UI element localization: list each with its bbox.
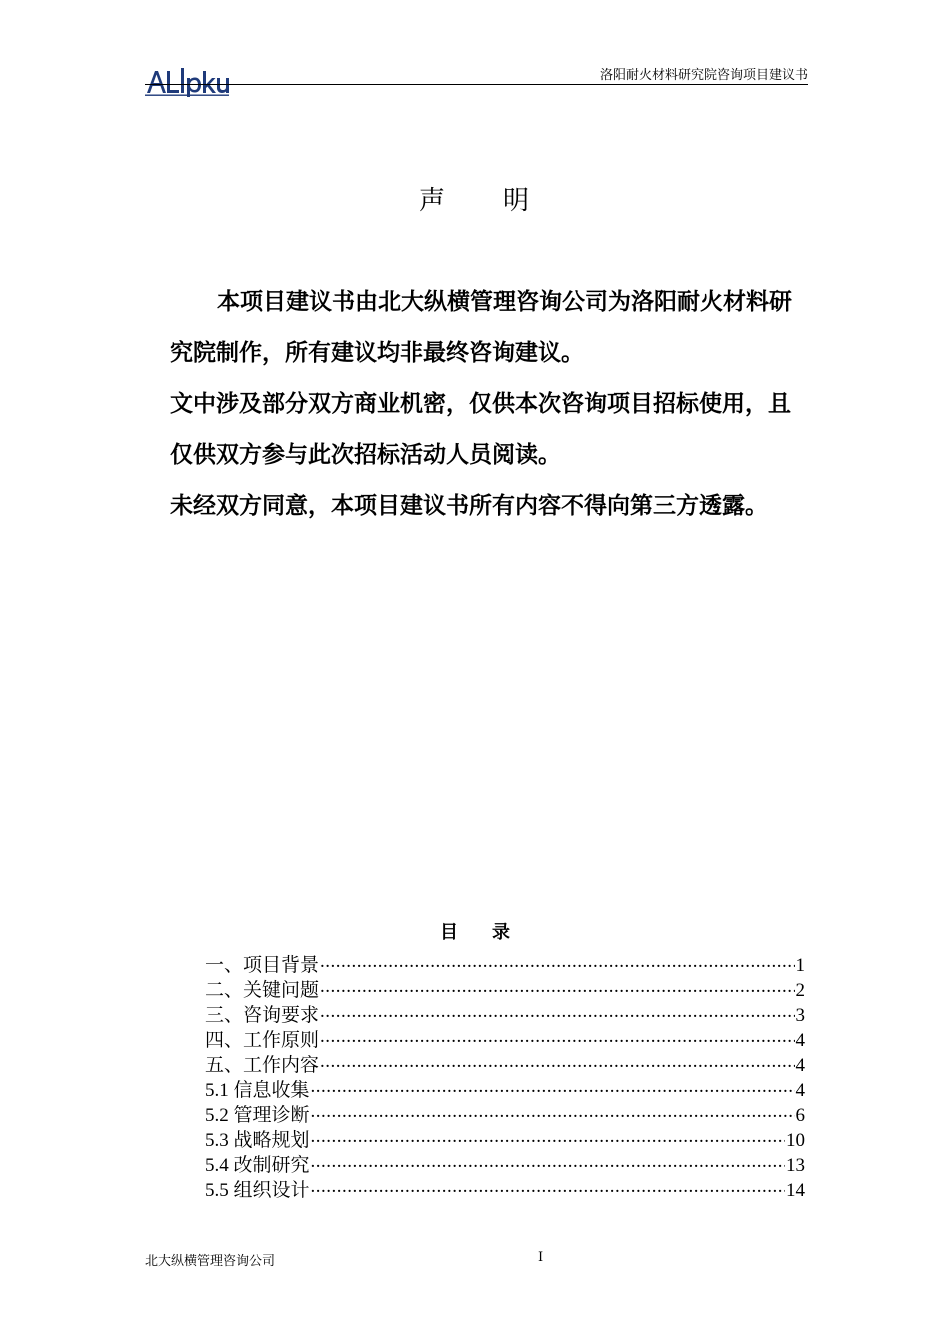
header-title: 洛阳耐火材料研究院咨询项目建议书 (599, 68, 808, 83)
toc-entry[interactable] (205, 1000, 805, 1025)
toc-leader-dots (320, 1002, 794, 1021)
toc-leader-dots (320, 977, 794, 996)
toc-entry-label: 四、工作原则 (205, 1030, 320, 1051)
toc-entry[interactable] (205, 975, 805, 1000)
toc-entry[interactable] (205, 1050, 805, 1075)
toc-leader-dots (320, 1052, 794, 1071)
toc-entry-label: 5.1 信息收集 (205, 1080, 310, 1101)
declaration-title-left: 声 (418, 186, 447, 216)
table-of-contents (205, 950, 805, 1200)
toc-entry-label: 5.2 管理诊断 (205, 1105, 310, 1126)
toc-entry-page: 1 (795, 955, 805, 976)
toc-leader-dots (311, 1177, 785, 1196)
toc-title-right: 录 (492, 922, 510, 943)
toc-entry-page: 6 (795, 1105, 805, 1126)
toc-entry-label: 二、关键问题 (205, 980, 320, 1001)
declaration-body (170, 277, 806, 532)
header-rule (145, 84, 808, 85)
toc-entry-page: 4 (795, 1055, 805, 1076)
toc-title-left: 目 (440, 922, 458, 943)
toc-leader-dots (311, 1152, 785, 1171)
toc-entry[interactable] (205, 1100, 805, 1125)
company-logo (145, 66, 229, 98)
toc-title (0, 918, 950, 944)
declaration-title-right: 明 (503, 186, 532, 216)
toc-entry[interactable] (205, 1025, 805, 1050)
toc-entry-label: 三、咨询要求 (205, 1005, 320, 1026)
footer-page-number: I (538, 1250, 544, 1265)
toc-entry-label: 5.5 组织设计 (205, 1180, 310, 1201)
toc-entry-page: 10 (786, 1130, 805, 1151)
toc-leader-dots (311, 1077, 795, 1096)
toc-entry[interactable] (205, 1075, 805, 1100)
toc-entry-page: 14 (786, 1180, 805, 1201)
declaration-paragraph: 未经双方同意，本项目建议书所有内容不得向第三方透露。 (170, 493, 768, 519)
toc-entry[interactable] (205, 950, 805, 975)
toc-entry-label: 五、工作内容 (205, 1055, 320, 1076)
toc-entry-page: 4 (795, 1080, 805, 1101)
toc-leader-dots (311, 1102, 795, 1121)
toc-leader-dots (320, 1027, 794, 1046)
toc-leader-dots (320, 952, 794, 971)
toc-entry-page: 13 (786, 1155, 805, 1176)
toc-entry-label: 5.3 战略规划 (205, 1130, 310, 1151)
toc-entry-label: 一、项目背景 (205, 955, 320, 976)
declaration-paragraph: 本项目建议书由北大纵横管理咨询公司为洛阳耐火材料研究院制作，所有建议均非最终咨询建议。 (170, 289, 792, 366)
declaration-title (0, 180, 950, 217)
toc-leader-dots (311, 1127, 785, 1146)
declaration-paragraph: 文中涉及部分双方商业机密，仅供本次咨询项目招标使用，且仅供双方参与此次招标活动人员阅读。 (170, 391, 791, 468)
toc-entry[interactable] (205, 1125, 805, 1150)
footer-company: 北大纵横管理咨询公司 (145, 1254, 276, 1269)
toc-entry-page: 2 (795, 980, 805, 1001)
toc-entry[interactable] (205, 1150, 805, 1175)
toc-entry-page: 4 (795, 1030, 805, 1051)
toc-entry-page: 3 (795, 1005, 805, 1026)
toc-entry-label: 5.4 改制研究 (205, 1155, 310, 1176)
toc-entry[interactable] (205, 1175, 805, 1200)
